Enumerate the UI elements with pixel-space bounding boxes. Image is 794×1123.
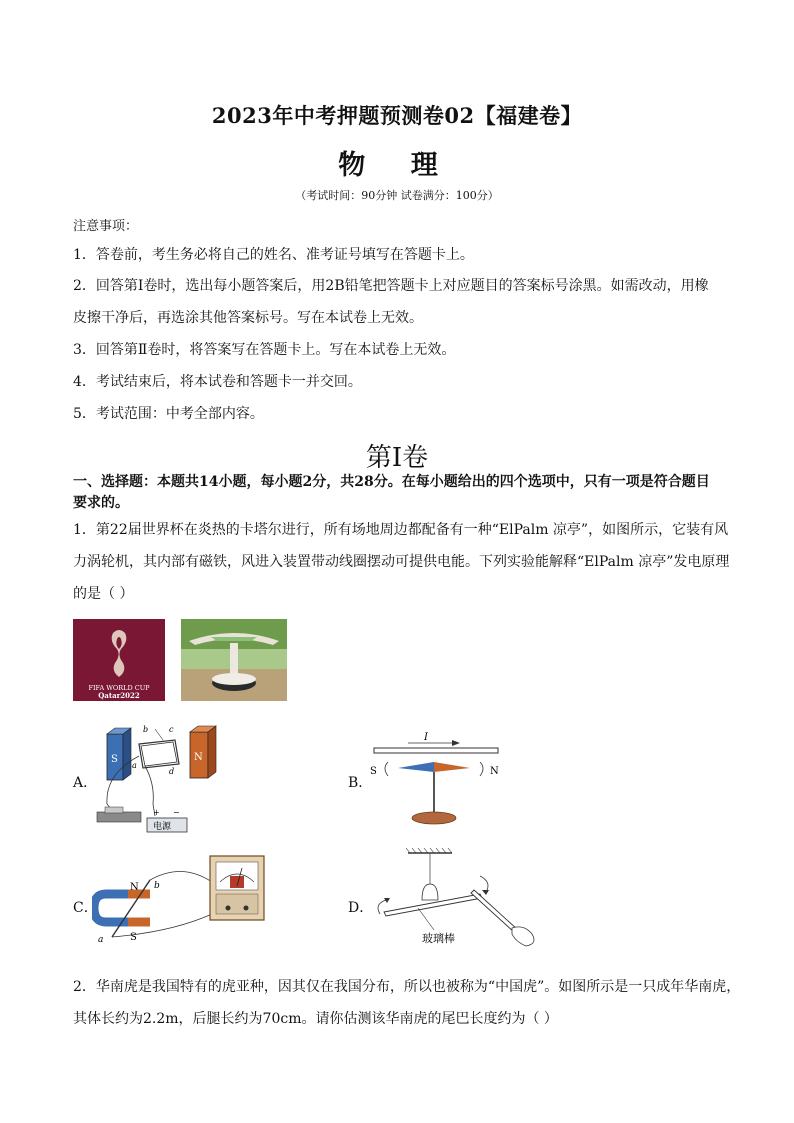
svg-text:电源: 电源 [153,822,172,832]
question-1-text: 1．第22届世界杯在炎热的卡塔尔进行，所有场地周边都配备有一种“ElPalm 凉亭”，如图所示，它装有风 [73,522,729,538]
svg-text:b: b [154,881,160,891]
question-1-text: 的是（ ） [73,586,134,602]
svg-text:a: a [132,761,137,770]
question-2-text: 2．华南虎是我国特有的虎亚种，因其仅在我国分布，所以也被称为“中国虎”。如图所示是一只成年华南虎， [73,979,741,995]
note-item: 3．回答第Ⅱ卷时，将答案写在答题卡上。写在本试卷上无效。 [73,342,456,358]
section-instruction: 一、选择题：本题共14小题，每小题2分，共28分。在每小题给出的四个选项中，只有一项是符合题目 [73,474,710,490]
logo-text-line1: FIFA WORLD CUP [88,684,150,692]
note-item: 2．回答第Ⅰ卷时，选出每小题答案后，用2B铅笔把答题卡上对应题目的答案标号涂黑。如需改动，用橡 [73,278,709,294]
note-item: 皮擦干净后，再选涂其他答案标号。写在本试卷上无效。 [73,310,423,326]
logo-text-line2: Qatar2022 [98,691,140,700]
option-a-label[interactable]: A． [73,775,98,791]
svg-text:N: N [130,882,139,893]
option-d-label[interactable]: D． [348,900,374,916]
option-c-label[interactable]: C． [73,900,98,916]
svg-text:S: S [111,754,118,765]
question-1-text: 力涡轮机，其内部有磁铁，风进入装置带动线圈摆动可提供电能。下列实验能解释“ElPalm 凉亭”发电原理 [73,554,730,570]
note-item: 4．考试结束后，将本试卷和答题卡一并交回。 [73,374,362,390]
option-b-label[interactable]: B． [348,775,373,791]
time-info: （考试时间：90分钟 试卷满分：100分） [295,189,499,202]
svg-text:S: S [130,932,137,943]
question-2-text: 其体长约为2.2m，后腿长约为70cm。请你估测该华南虎的尾巴长度约为（ ） [73,1011,558,1027]
figure-b-oersted [368,728,508,828]
svg-text:玻璃棒: 玻璃棒 [422,932,455,945]
figure-c-induction [92,852,292,947]
svg-text:S: S [370,766,377,777]
svg-text:d: d [169,767,175,776]
world-cup-logo-image [73,619,165,701]
svg-text:a: a [98,935,104,945]
figure-a-motor [95,724,225,834]
note-item: 5．考试范围：中考全部内容。 [73,406,264,422]
svg-text:N: N [194,752,203,763]
exam-title: 2023年中考押题预测卷02【福建卷】 [211,103,583,128]
note-item: 1．答卷前，考生务必将自己的姓名、准考证号填写在答题卡上。 [73,247,474,263]
notes-heading: 注意事项： [73,219,139,234]
svg-text:c: c [169,725,174,734]
svg-text:b: b [143,725,149,734]
svg-text:−: − [173,808,180,817]
elpalm-pavilion-photo [181,619,287,701]
svg-text:I: I [424,732,428,743]
svg-text:N: N [490,766,499,777]
subject-title: 物 理 [338,150,456,181]
section-instruction: 要求的。 [73,495,129,511]
svg-text:+: + [153,808,160,817]
figure-d-glass-rod [372,848,547,948]
section-title: 第Ⅰ卷 [365,443,429,473]
